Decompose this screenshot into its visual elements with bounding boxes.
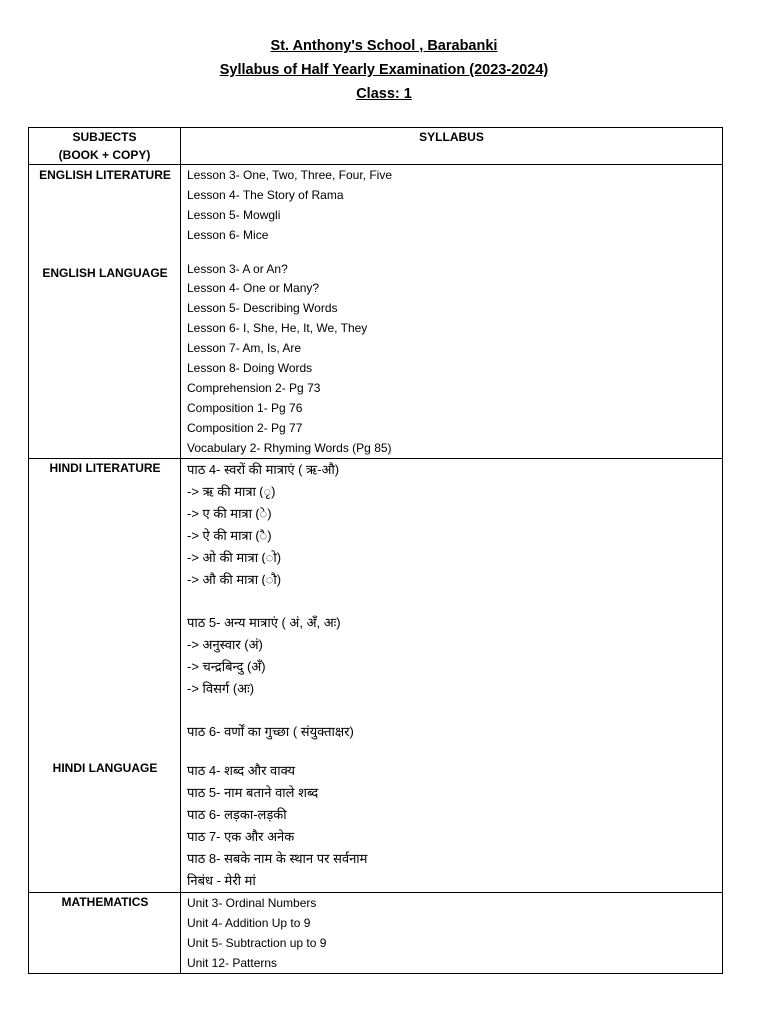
- list-item: Lesson 6- Mice: [187, 228, 269, 242]
- english-row: [29, 165, 723, 459]
- spacer: [181, 245, 722, 261]
- list-item: Unit 5- Subtraction up to 9: [187, 936, 327, 950]
- list-item: Lesson 5- Mowgli: [187, 208, 281, 222]
- mathematics-label: MATHEMATICS: [61, 895, 149, 909]
- list-item: -> ओ की मात्रा (ो): [187, 550, 282, 565]
- mathematics-subject-cell: [29, 893, 181, 974]
- list-item: Unit 12- Patterns: [187, 956, 278, 970]
- list-item: -> ऋ की मात्रा (ृ): [187, 484, 276, 499]
- hindi-subject-cell: [29, 459, 181, 893]
- exam-title: Syllabus of Half Yearly Examination (2023-2024): [219, 62, 549, 78]
- list-item: -> ए की मात्रा (े): [187, 506, 272, 521]
- spacer: [181, 591, 722, 612]
- hindi-language-label: HINDI LANGUAGE: [52, 761, 158, 775]
- list-item: Lesson 3- A or An?: [187, 262, 288, 276]
- hindi-literature-label: HINDI LITERATURE: [49, 461, 161, 475]
- mathematics-syllabus-cell: [181, 893, 723, 974]
- list-item: -> ऐ की मात्रा (ै): [187, 528, 272, 543]
- list-item: Lesson 7- Am, Is, Are: [187, 341, 302, 355]
- subjects-header: [29, 128, 181, 165]
- list-item: पाठ 4- स्वरों की मात्राएं ( ऋ-औ): [187, 462, 340, 477]
- hindi-row: [29, 459, 723, 893]
- list-item: Lesson 4- One or Many?: [187, 281, 320, 295]
- list-item: Lesson 6- I, She, He, It, We, They: [187, 321, 368, 335]
- class-label: Class: 1: [356, 86, 412, 102]
- mathematics-row: [29, 893, 723, 974]
- syllabus-table: [28, 127, 723, 974]
- list-item: Lesson 8- Doing Words: [187, 361, 313, 375]
- list-item: पाठ 7- एक और अनेक: [187, 829, 295, 844]
- list-item: -> अनुस्वार (अं): [187, 637, 263, 652]
- hindi-syllabus-cell: [181, 459, 723, 893]
- syllabus-header: SYLLABUS: [181, 128, 723, 165]
- list-item: पाठ 6- वर्णों का गुच्छा ( संयुक्ताक्षर): [187, 724, 354, 739]
- spacer: [181, 743, 722, 760]
- list-item: -> औ की मात्रा (ौ): [187, 572, 282, 587]
- list-item: पाठ 6- लड़का-लड़की: [187, 807, 287, 822]
- list-item: Composition 1- Pg 76: [187, 401, 303, 415]
- subjects-header-line1: SUBJECTS: [72, 130, 137, 144]
- document-header: [0, 34, 768, 106]
- list-item: Lesson 4- The Story of Rama: [187, 188, 344, 202]
- english-syllabus-cell: [181, 165, 723, 459]
- list-item: Lesson 5- Describing Words: [187, 301, 338, 315]
- list-item: Unit 4- Addition Up to 9: [187, 916, 311, 930]
- school-name: St. Anthony's School , Barabanki: [270, 38, 498, 54]
- table-header-row: [29, 128, 723, 165]
- list-item: Vocabulary 2- Rhyming Words (Pg 85): [187, 441, 392, 455]
- english-subject-cell: [29, 165, 181, 459]
- list-item: पाठ 8- सबके नाम के स्थान पर सर्वनाम: [187, 851, 368, 866]
- list-item: Unit 3- Ordinal Numbers: [187, 896, 317, 910]
- list-item: पाठ 5- अन्य मात्राएं ( अं, अँ, अः): [187, 615, 341, 630]
- list-item: पाठ 4- शब्द और वाक्य: [187, 763, 296, 778]
- list-item: पाठ 5- नाम बताने वाले शब्द: [187, 785, 319, 800]
- list-item: -> चन्द्रबिन्दु (अँ): [187, 659, 266, 674]
- list-item: Lesson 3- One, Two, Three, Four, Five: [187, 168, 392, 182]
- english-literature-label: ENGLISH LITERATURE: [39, 168, 171, 182]
- english-language-label: ENGLISH LANGUAGE: [42, 266, 168, 280]
- list-item: Composition 2- Pg 77: [187, 421, 303, 435]
- list-item: -> विसर्ग (अः): [187, 681, 255, 696]
- list-item: Comprehension 2- Pg 73: [187, 381, 321, 395]
- spacer: [181, 700, 722, 721]
- list-item: निबंध - मेरी मां: [187, 873, 256, 888]
- subjects-header-line2: (BOOK + COPY): [58, 148, 151, 162]
